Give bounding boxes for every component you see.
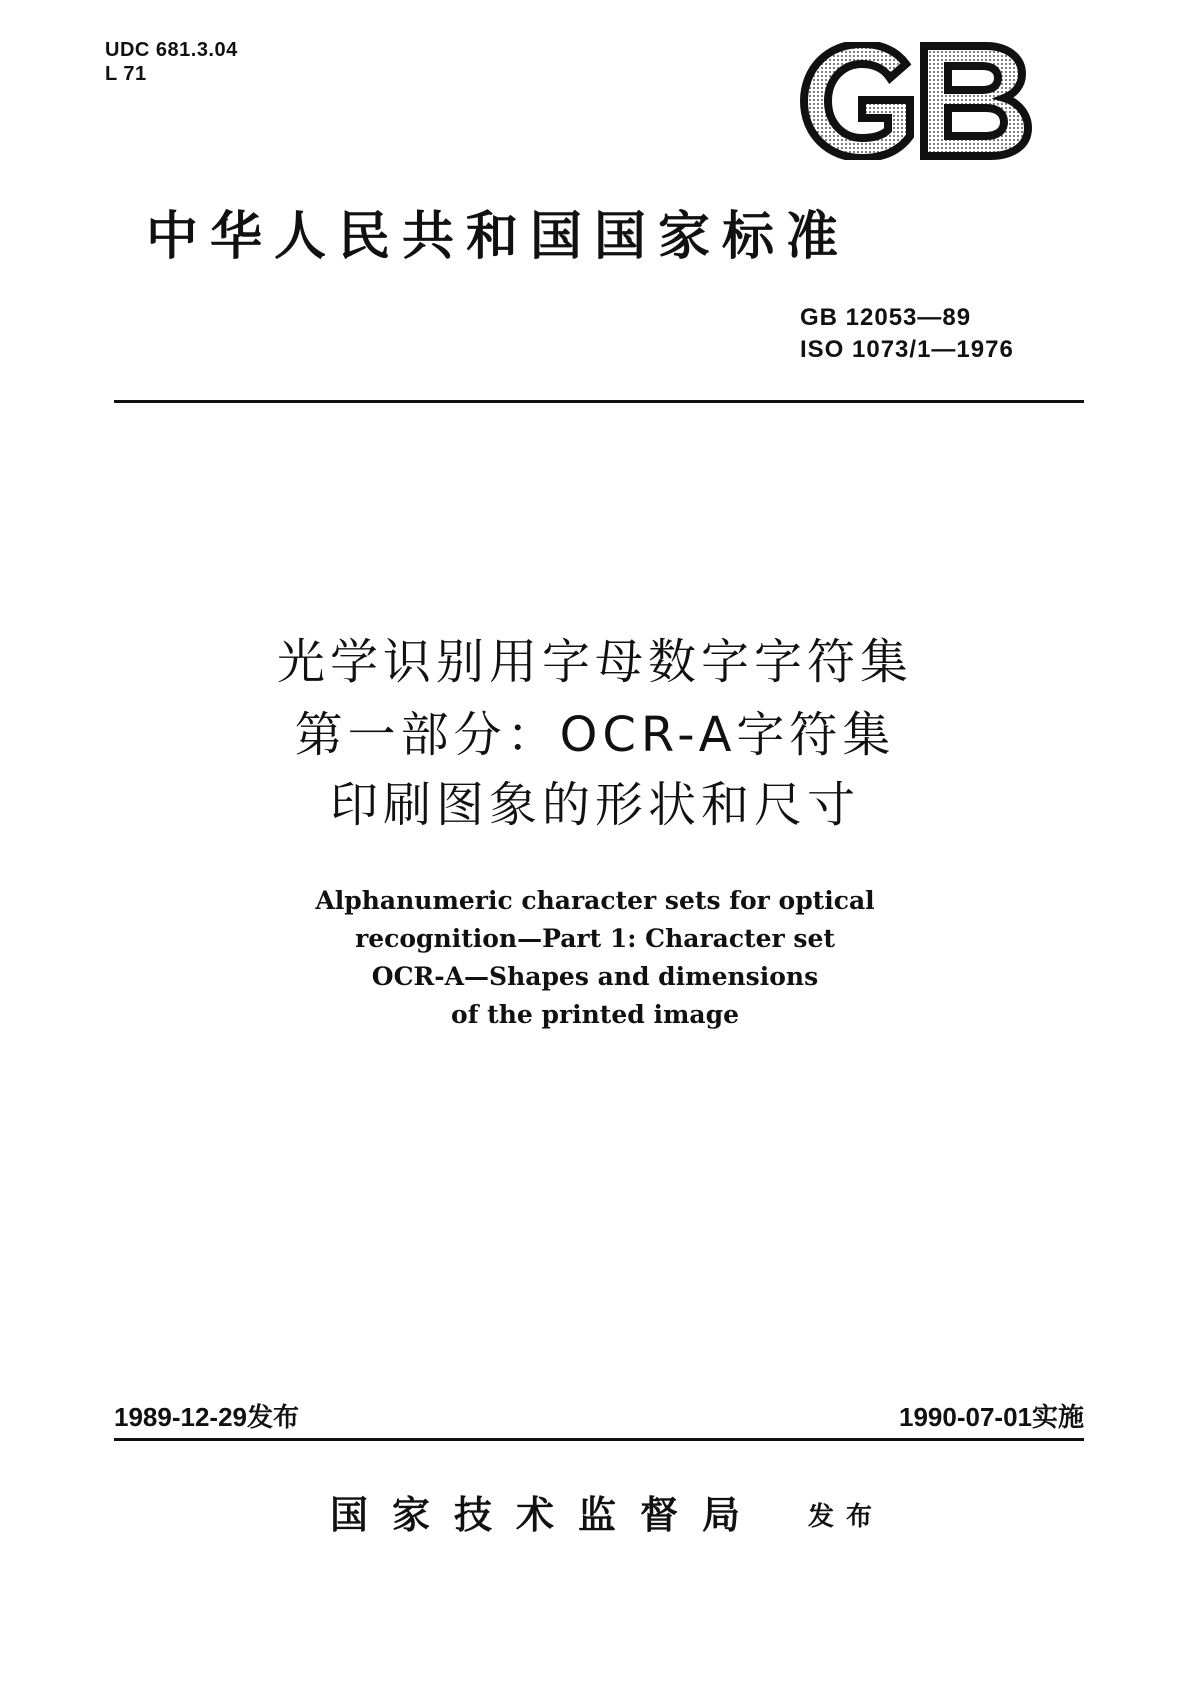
title-cn-line3: 印刷图象的形状和尺寸 [329,777,860,833]
implementation-date: 1990-07-01实施 [899,1402,1084,1432]
gb-logo [800,42,1032,160]
class-code: L 71 [105,63,147,85]
title-en-line2: recognition—Part 1: Character set [355,924,835,953]
issue-date: 1989-12-29发布 [114,1402,299,1432]
title-cn-line2: 第一部分：OCR-A字符集 [294,707,896,763]
bottom-divider [114,1438,1084,1441]
title-en-line3: OCR-A—Shapes and dimensions [371,962,819,991]
classification-block [105,38,238,86]
title-en-line1: Alphanumeric character sets for optical [315,886,875,915]
gb-logo-graphic [800,42,1032,160]
gb-standard-number: GB 12053—89 [800,304,972,331]
national-standard-title: 中华人民共和国国家标准 [146,207,851,267]
iso-standard-number: ISO 1073/1—1976 [800,336,1014,363]
title-cn-line1: 光学识别用字母数字字符集 [276,634,913,690]
title-en-line4: of the printed image [451,1000,739,1029]
publisher-name: 国家技术监督局 [330,1493,765,1537]
udc-code: UDC 681.3.04 [105,39,238,61]
top-divider [114,400,1084,403]
standard-numbers [800,302,1014,366]
publish-label: 发布 [808,1502,885,1532]
